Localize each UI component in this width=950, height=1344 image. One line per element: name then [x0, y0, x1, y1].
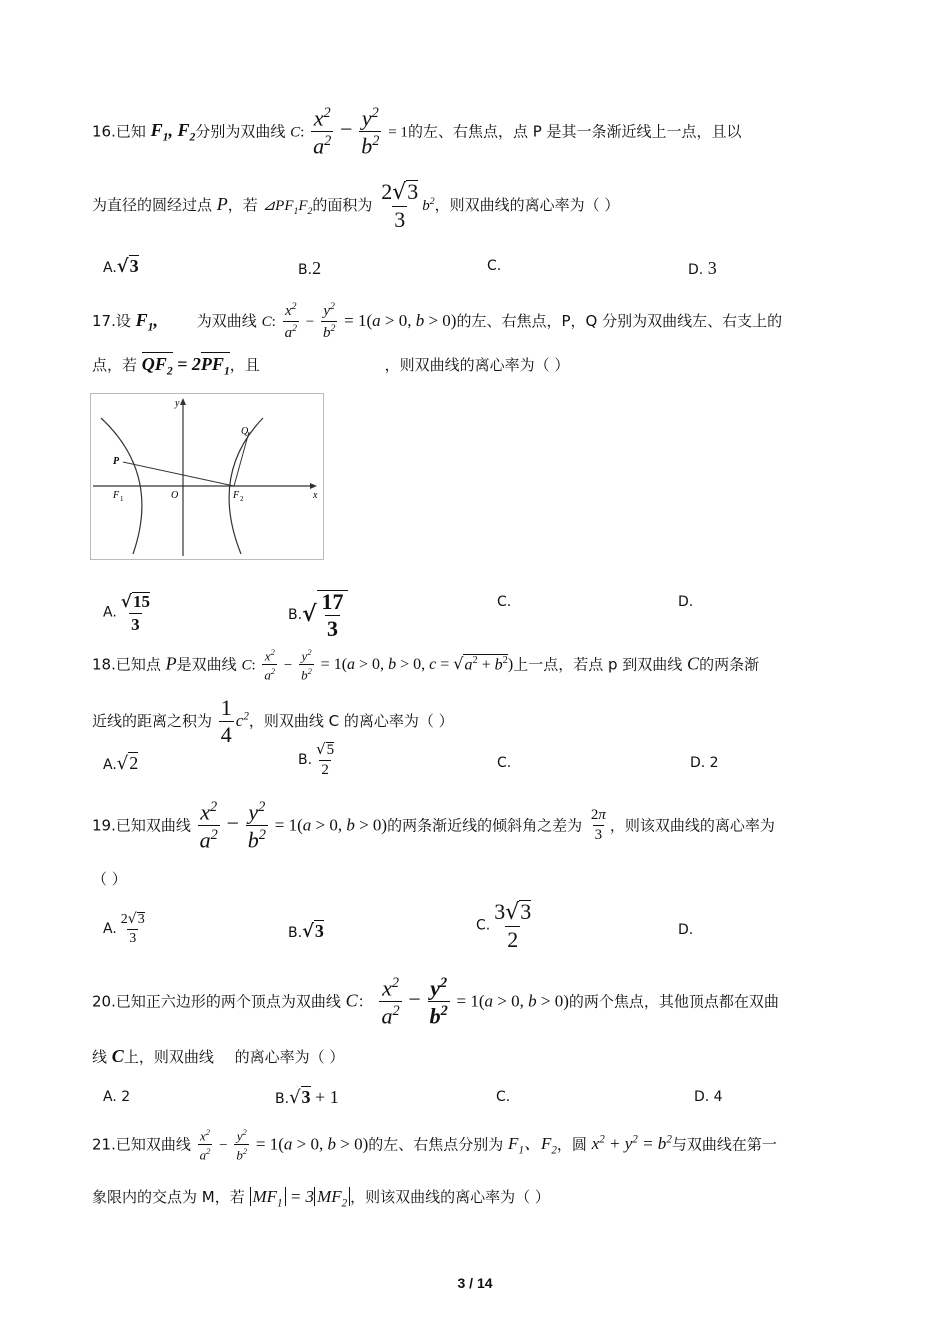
option-label: C.: [497, 755, 512, 771]
q18-line1: 18.已知点 P是双曲线 C: $\frac{x^2}{a^2}$ − $\frac{y^2}{b^2}$ = 1(a > 0, b > 0, $c = √a^2 + b^2$)上一点，若点 p 到双曲线 C的两条渐: [92, 647, 760, 683]
text: 的面积为: [312, 196, 373, 214]
math-frac: $\frac{x^2}{a^2}$: [284, 301, 297, 341]
text: 为直径的圆经过点: [92, 196, 213, 214]
text: 的离心率为（ ）: [234, 1048, 345, 1066]
text: 为双曲线: [196, 312, 257, 330]
q17-option-d[interactable]: [678, 594, 693, 610]
math-hyperbola: C: [241, 657, 252, 674]
text: 象限内的交点为 M，若: [92, 1188, 245, 1206]
text: 已知双曲线: [115, 1135, 191, 1154]
q18-option-d[interactable]: [690, 755, 719, 771]
text: ：: [357, 992, 373, 1011]
text: ，则双曲线的离心率为（ ）: [384, 356, 570, 374]
math-frac: $\frac{x^2}{a^2}$: [381, 975, 400, 1029]
math-frac: $\frac{y^2}{b^2}$: [322, 301, 336, 341]
math-frac: $\frac{x^2}{a^2}$: [199, 1127, 211, 1163]
text: ，则该双曲线的离心率为: [609, 816, 775, 835]
math-frac: $\frac{x^2}{a^2}$: [313, 105, 332, 159]
question-number: 16.: [92, 122, 116, 141]
q16-option-c[interactable]: [487, 258, 501, 274]
text: 的左、右焦点，P，Q 分别为双曲线左、右支上的: [456, 312, 783, 330]
question-number: 20.: [92, 992, 116, 1011]
math-frac: $\frac{y^2}{b^2}$: [361, 105, 380, 159]
text: 上，则双曲线: [123, 1048, 214, 1066]
q19-option-d[interactable]: [678, 922, 693, 938]
text: 已知双曲线: [115, 816, 191, 835]
text: （ ）: [92, 870, 127, 888]
q21-line2: 象限内的交点为 M，若 $MF_1 = 3$ $MF_2$ ，则该双曲线的离心率为（ ）: [92, 1187, 550, 1210]
question-number: 19.: [92, 816, 116, 835]
option-label: A. 2: [103, 1089, 131, 1105]
q18-option-a[interactable]: A.√2: [103, 753, 139, 774]
q17-figure: [90, 393, 324, 560]
q21-line1: 21.已知双曲线 $\frac{x^2}{a^2}$ − $\frac{y^2}{b^2}$ = 1(a > 0, b > 0)的左、右焦点分别为 $F_1$、$F_2$，圆 $x^2 + y^2 = b^2$与双曲线在第一: [92, 1127, 777, 1163]
label-p: P: [113, 456, 120, 467]
math-frac: $\frac{y^2}{b^2}$: [236, 1127, 248, 1163]
q17-option-b[interactable]: B.√ $\frac{17}{3}$: [288, 590, 348, 640]
label-q: Q: [241, 426, 249, 437]
label-y: y: [175, 398, 180, 409]
option-label: D.: [688, 262, 704, 278]
q16-option-a[interactable]: A.√3: [103, 256, 139, 277]
q16-option-b[interactable]: [298, 258, 321, 279]
q19-option-c[interactable]: C. $\frac{3√3}{2}$: [476, 899, 532, 952]
math-frac: $\frac{y^2}{b^2}$: [301, 647, 312, 683]
math-frac: $\frac{2√3}{3}$: [381, 179, 419, 232]
option-label: B.: [298, 262, 313, 278]
text: 分别为双曲线: [195, 122, 286, 141]
q16-line2: 为直径的圆经过点 P，若 $⊿PF_1F_2$的面积为 $\frac{2√3}{3}$ $b^2$，则双曲线的离心率为（ ）: [92, 179, 620, 232]
text: 上一点，若点 p 到双曲线: [513, 655, 683, 674]
page-number: 3 / 14: [457, 1275, 493, 1291]
text: ，则双曲线的离心率为（ ）: [434, 196, 620, 214]
q20-line2: 线 C上，则双曲线 的离心率为（ ）: [92, 1046, 345, 1066]
math-vector-eq: $QF_2 = 2PF_1$: [141, 354, 230, 378]
option-label: C.: [487, 258, 502, 274]
q20-option-d[interactable]: [694, 1089, 723, 1105]
q20-option-a[interactable]: [103, 1089, 130, 1105]
text: 的两条渐: [699, 655, 760, 674]
q18-line2: 近线的距离之积为 $\frac{1}{4}$ $c^2$，则双曲线 C 的离心率为（ ）: [92, 695, 454, 747]
math-frac: $\frac{1}{4}$: [220, 695, 232, 747]
text: 点，若: [92, 356, 138, 374]
math-frac: $\frac{x^2}{a^2}$: [264, 647, 276, 683]
text: 近线的距离之积为: [92, 712, 213, 730]
y-arrow: [180, 398, 186, 405]
label-f1: F: [113, 490, 120, 501]
x-arrow: [310, 483, 317, 489]
math-f1f2: $F_1$, $F_2$: [150, 120, 196, 144]
option-label: A.: [103, 921, 117, 937]
text: 与双曲线在第一: [671, 1135, 777, 1154]
math-p: P: [165, 653, 177, 674]
text: 线: [92, 1048, 108, 1066]
math-p: P: [216, 194, 228, 214]
label-o: O: [171, 490, 179, 501]
q20-option-c[interactable]: [496, 1089, 510, 1105]
math-hyperbola: C: [261, 314, 272, 330]
q17-option-a[interactable]: A. $\frac{√15}{3}$: [103, 592, 150, 634]
q19-line2: [92, 868, 127, 889]
text: 的两个焦点，其他顶点都在双曲: [568, 992, 779, 1011]
option-label: A.: [103, 604, 117, 621]
math-frac: $\frac{y^2}{b^2}$: [429, 975, 448, 1029]
label-x: x: [313, 490, 318, 501]
option-label: C.: [476, 917, 491, 934]
question-number: 17.: [92, 312, 116, 330]
option-label: D.: [678, 922, 694, 938]
text: 的两条渐近线的倾斜角之差为: [387, 816, 583, 835]
question-number: 18.: [92, 655, 116, 674]
math-hyperbola: C: [290, 124, 301, 141]
q19-option-b[interactable]: B.√3: [288, 921, 324, 942]
svg-text:2: 2: [240, 495, 244, 503]
svg-text:1: 1: [120, 495, 124, 503]
text: 已知点: [115, 655, 161, 674]
math-triangle: $⊿PF_1F_2$: [262, 198, 313, 217]
text: 是双曲线: [176, 655, 237, 674]
math-frac: $\frac{2\pi}{3}$: [590, 807, 606, 844]
option-value: 2: [312, 258, 322, 278]
q20-line1: 20.已知正六边形的两个顶点为双曲线 C： $\frac{x^2}{a^2}$ − $\frac{y^2}{b^2}$ = 1(a > 0, b > 0)的两个焦点，其他顶点都在双曲: [92, 975, 779, 1029]
q19-line1: 19.已知双曲线 $\frac{x^2}{a^2}$ − $\frac{y^2}{b^2}$ = 1(a > 0, b > 0)的两条渐近线的倾斜角之差为 $\frac{2\pi}{3}$ ，则该双曲线的离心率为: [92, 799, 775, 853]
q16-option-d[interactable]: [688, 258, 717, 279]
hyperbola-diagram: [91, 394, 323, 559]
question-number: 21.: [92, 1135, 116, 1154]
q17-option-c[interactable]: [497, 594, 511, 610]
text: ，若: [227, 196, 258, 214]
q17-line2: [92, 354, 569, 378]
text: ，圆: [556, 1135, 587, 1154]
math-frac: $\frac{x^2}{a^2}$: [199, 799, 218, 853]
q19-option-a[interactable]: A. $\frac{2√3}{3}$: [103, 911, 145, 946]
option-label: C.: [496, 1089, 511, 1105]
option-label: A.: [103, 757, 117, 773]
option-label: B.: [288, 607, 303, 623]
text: ，且: [229, 356, 260, 374]
option-value: 3: [707, 258, 717, 278]
q18-option-b[interactable]: B. $\frac{√5}{2}$: [298, 740, 335, 778]
text: ，则双曲线 C 的离心率为（ ）: [248, 712, 454, 730]
option-label: D. 4: [694, 1089, 723, 1105]
q16-line1: 16.已知 $F_1$, $F_2$分别为双曲线 C: $\frac{x^2}{a^2}$ − $\frac{y^2}{b^2}$ = 1的左、右焦点，点 P 是其一条渐近线上一点，且以: [92, 105, 742, 159]
text: 的左、右焦点，点 P 是其一条渐近线上一点，且以: [407, 122, 742, 141]
q18-option-c[interactable]: [497, 755, 511, 771]
option-label: D. 2: [690, 755, 719, 771]
option-label: D.: [678, 594, 694, 610]
text: 设: [115, 312, 131, 330]
text: 已知正六边形的两个顶点为双曲线: [115, 992, 341, 1011]
text: 的左、右焦点分别为: [368, 1135, 504, 1154]
math-f1: $F_1$,: [135, 310, 159, 334]
text: 已知: [115, 122, 146, 141]
option-label: B.: [275, 1091, 290, 1107]
q17-line1: 17.设 $F_1$, 为双曲线 C: $\frac{x^2}{a^2}$ − $\frac{y^2}{b^2}$ = 1(a > 0, b > 0)的左、右焦点，P，Q 分别为双曲线左、右支上的: [92, 301, 783, 341]
option-label: B.: [298, 752, 313, 768]
option-label: A.: [103, 260, 117, 276]
option-label: B.: [288, 925, 303, 941]
text: ，则该双曲线的离心率为（ ）: [350, 1188, 550, 1206]
label-f2: F: [233, 490, 240, 501]
option-label: C.: [497, 594, 512, 610]
math-frac: $\frac{y^2}{b^2}$: [247, 799, 266, 853]
q20-option-b[interactable]: B.√3 + 1: [275, 1087, 339, 1108]
